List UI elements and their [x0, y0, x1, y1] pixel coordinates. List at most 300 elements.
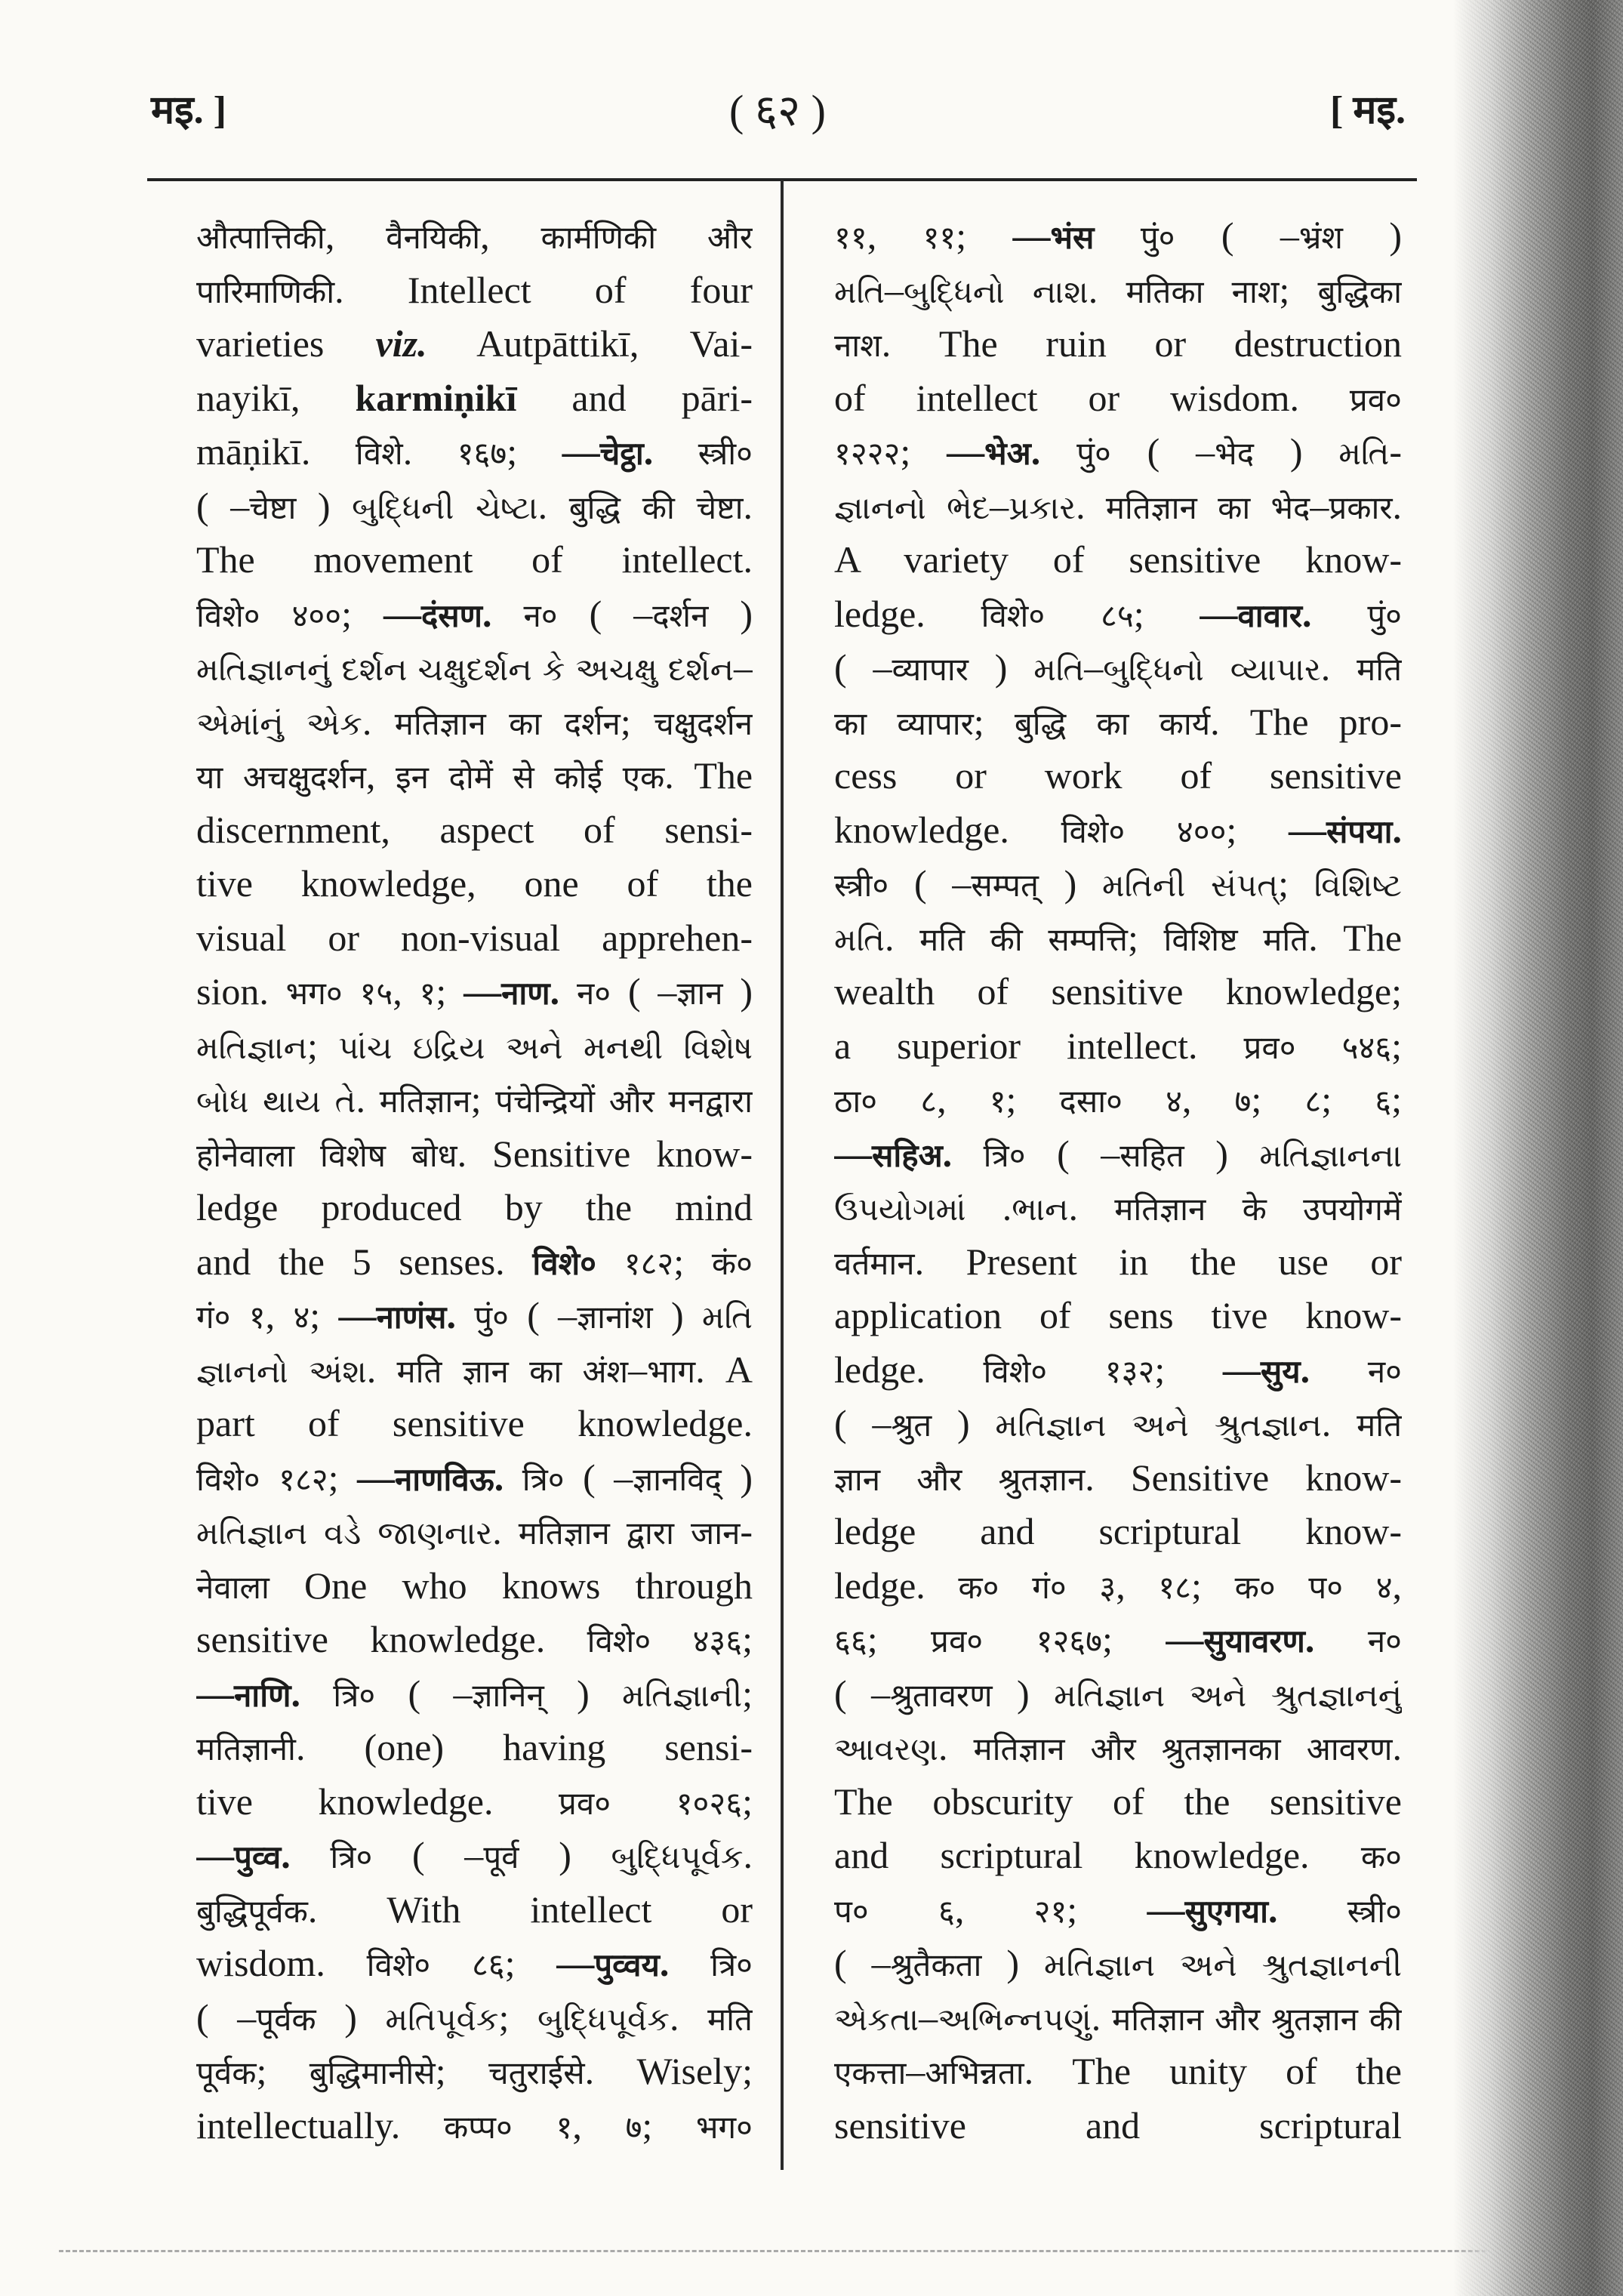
text-segment: sensitive and scriptural: [834, 2103, 1402, 2147]
text-segment: wisdom. विशे० ८६;: [196, 1942, 557, 1984]
indic-run: सुय: [1260, 1354, 1301, 1390]
text-segment: A variety of sensitive know-: [834, 538, 1402, 581]
text-line: [834, 1883, 1402, 1937]
indic-run: पुं०: [474, 1301, 509, 1336]
indic-run: भेद: [1215, 437, 1254, 472]
indic-run: कं०: [711, 1247, 753, 1282]
text-segment: sensitive knowledge. विशे० ४३६;: [196, 1618, 753, 1660]
indic-run: नाणविऊ: [395, 1462, 494, 1498]
text-segment: [1277, 1888, 1402, 1931]
indic-run: औत्पात्तिकी: [196, 221, 325, 256]
indic-run: मतिज्ञान: [1105, 491, 1197, 526]
text-segment: મતિજ્ઞાન; પાંચ ઇદ્રિય અને મનથી વિશેષ: [196, 1024, 753, 1067]
indic-run: त्रि०: [983, 1139, 1026, 1174]
text-line: [834, 1019, 1402, 1074]
indic-run: चतुराईसे: [488, 2057, 585, 2091]
indic-run: कोई: [554, 761, 603, 796]
indic-run: प०: [1308, 1570, 1344, 1606]
indic-run: मति: [707, 2002, 753, 2038]
text-segment: पुं० ( –ज्ञानांश ) મતિ: [474, 1294, 753, 1336]
text-line: [834, 264, 1402, 318]
left-column: [196, 209, 753, 2153]
text-line: [196, 1613, 753, 1667]
text-segment: ledge produced by the mind: [196, 1186, 753, 1228]
text-segment: application of sens tive know-: [834, 1294, 1402, 1336]
indic-run: વડે: [324, 1517, 362, 1552]
indic-run: पूर्व: [483, 1841, 519, 1875]
indic-run: તે: [334, 1085, 356, 1120]
indic-run: १: [248, 1301, 266, 1336]
indic-run: भाग: [647, 1354, 696, 1390]
indic-run: શ્રુતજ્ઞાનની: [1261, 1949, 1402, 1983]
text-line: [834, 911, 1402, 966]
indic-run: पुव्व: [234, 1841, 282, 1875]
text-segment: tive knowledge. प्रव० १०२६;: [196, 1780, 753, 1823]
indic-run: पुं०: [1140, 221, 1175, 256]
indic-run: नाणंस: [376, 1301, 447, 1336]
text-line: [834, 1613, 1402, 1667]
indic-run: १२२२: [834, 437, 901, 472]
indic-run: अंश: [582, 1354, 629, 1390]
text-line: [196, 1937, 753, 1991]
text-segment: [653, 430, 753, 473]
indic-run: न०: [523, 599, 558, 634]
indic-run: का: [509, 707, 542, 742]
indic-run: મતિ: [1033, 653, 1085, 688]
column-divider: [781, 180, 784, 2170]
indic-run: श्रुतैकता: [890, 1949, 982, 1983]
text-line: [834, 587, 1402, 642]
text-segment: न० ( –दर्शन ): [523, 592, 753, 635]
text-line: [196, 1991, 753, 2045]
indic-run: क०: [1360, 1841, 1402, 1875]
text-line: [834, 1937, 1402, 1991]
entry-headword: —सहिअ.: [834, 1132, 953, 1175]
text-line: [834, 209, 1402, 264]
indic-run: कप्प०: [443, 2110, 513, 2146]
text-segment: पुं० ( –भ्रंश ): [1140, 214, 1402, 257]
text-segment: ( –पूर्वक ) મતિપૂર્વક; બુદ્ધિપૂર્વક. मति: [196, 1996, 753, 2039]
text-line: [196, 1181, 753, 1235]
text-segment: આવરણ. मतिज्ञान और श्रुतज्ञानका आवरण.: [834, 1726, 1402, 1768]
indic-run: પ્રકાર: [1009, 491, 1076, 526]
indic-run: બુદ્ધિનો: [904, 275, 1005, 310]
indic-run: भग०: [285, 977, 343, 1012]
text-segment: ११, ११;: [834, 214, 1013, 257]
indic-run: नाण: [501, 977, 550, 1012]
text-line: [196, 1883, 753, 1937]
text-line: [196, 371, 753, 426]
indic-run: આવરણ: [834, 1733, 938, 1767]
indic-run: મતિ: [1338, 437, 1390, 472]
indic-run: १३२: [1104, 1354, 1155, 1390]
entry-headword: —सुएगया.: [1147, 1888, 1278, 1931]
indic-run: મતિ: [702, 1301, 753, 1336]
indic-run: क०: [1234, 1570, 1276, 1606]
text-segment: બોધ થાય તે. मतिज्ञान; पंचेन्द्रियों और मनद्वारा: [196, 1078, 753, 1120]
text-line: [834, 1289, 1402, 1343]
indic-run: થાય: [263, 1085, 321, 1120]
indic-run: दोमें: [448, 761, 493, 796]
indic-run: पारिमाणिकी: [196, 275, 335, 310]
text-line: [196, 1343, 753, 1398]
indic-run: स्त्री०: [698, 437, 753, 472]
indic-run: મતિજ્ઞાન: [196, 1031, 308, 1066]
indic-run: વિશિષ્ટ: [1313, 869, 1402, 904]
indic-run: अचक्षुदर्शन: [242, 761, 366, 796]
text-segment: જ્ઞાનનો ભેદ–પ્રકાર. मतिज्ञान का भेद–प्रकार.: [834, 484, 1402, 527]
indic-run: व्यापार: [897, 707, 974, 742]
indic-run: होनेवाला: [196, 1139, 295, 1174]
indic-run: एक: [622, 761, 665, 796]
indic-run: पूर्वक: [196, 2057, 257, 2091]
indic-run: बुद्धिपूर्वक: [196, 1894, 308, 1930]
text-segment: viz.: [375, 322, 427, 365]
indic-run: न०: [1367, 1354, 1402, 1390]
indic-run: ઉપયોગમાં: [834, 1193, 966, 1228]
text-segment: का व्यापार; बुद्धि का कार्य. The pro-: [834, 700, 1402, 743]
indic-run: एकत्ता: [834, 2057, 907, 2091]
text-segment: न० ( –ज्ञान ): [576, 970, 753, 1012]
indic-run: ८: [920, 1085, 938, 1120]
text-line: [834, 1343, 1402, 1398]
indic-run: पूर्वक: [256, 2002, 316, 2038]
indic-run: सहिअ: [872, 1139, 943, 1174]
indic-run: कार्मणिकी: [540, 221, 657, 256]
indic-run: अभिन्नता: [925, 2057, 1024, 2091]
indic-run: बुद्धिका: [1317, 275, 1402, 310]
entry-headword: —दंसण.: [383, 592, 492, 635]
text-line: [196, 533, 753, 587]
indic-run: स्त्री०: [834, 869, 889, 904]
text-segment: ( –श्रुत ) મતિજ્ઞાન અને શ્રુતજ્ઞાન. मति: [834, 1402, 1402, 1444]
indic-run: અને: [1180, 1949, 1237, 1983]
text-line: [196, 1829, 753, 1883]
indic-run: ज्ञान: [834, 1462, 881, 1498]
text-line: [834, 317, 1402, 371]
text-line: [196, 911, 753, 966]
indic-run: નાશ: [1032, 275, 1089, 310]
text-segment: nayikī,: [196, 376, 356, 419]
entry-headword: —नाणि.: [196, 1672, 300, 1715]
text-line: [196, 1073, 753, 1127]
indic-run: नेवाला: [196, 1570, 269, 1606]
text-segment: મતિ. मति की सम्पत्ति; विशिष्ट मति. The: [834, 916, 1402, 959]
indic-run: और: [1215, 2002, 1261, 2038]
text-segment: The movement of intellect.: [196, 538, 753, 581]
indic-run: ज्ञान: [462, 1354, 509, 1390]
indic-run: पुं०: [1367, 599, 1402, 634]
indic-run: ८६: [471, 1949, 505, 1983]
text-segment: [1314, 1618, 1402, 1660]
indic-run: મતિજ્ઞાન: [1044, 1949, 1156, 1983]
indic-run: મતિજ્ઞાની: [622, 1678, 743, 1714]
indic-run: એમાંનું: [196, 707, 284, 742]
text-line: [196, 1019, 753, 1074]
text-line: [834, 1559, 1402, 1613]
indic-run: विशे०: [1061, 815, 1126, 850]
indic-run: सुयावरण: [1203, 1625, 1305, 1660]
indic-run: મતિજ્ઞાન: [1054, 1678, 1166, 1714]
indic-run: ચેષ્ટા: [475, 491, 538, 526]
indic-run: मतिका: [1126, 275, 1204, 310]
text-line: [196, 1451, 753, 1505]
indic-run: મતિ: [834, 275, 885, 310]
indic-run: प्रकार: [1329, 491, 1393, 526]
entry-headword: —नाण.: [463, 970, 560, 1012]
text-segment: ( –श्रुतैकता ) મતિજ્ઞાન અને શ્રુતજ્ઞાનની: [834, 1942, 1402, 1984]
text-segment: māṇikī. विशे. १६७;: [196, 430, 562, 473]
right-column: [834, 209, 1402, 2153]
indic-run: મનથી: [583, 1031, 664, 1066]
indic-run: भेअ: [984, 437, 1031, 472]
text-line: [196, 587, 753, 642]
indic-run: दंसण: [420, 599, 483, 634]
text-segment: and the 5 senses.: [196, 1240, 533, 1283]
indic-run: ४३६: [692, 1625, 743, 1660]
indic-run: १८२: [279, 1462, 328, 1498]
text-segment: विशे० ४००;: [196, 592, 383, 635]
indic-run: का: [834, 707, 867, 742]
text-segment: ( –श्रुतावरण ) મતિજ્ઞાન અને શ્રુતજ્ઞાનનું: [834, 1672, 1402, 1715]
text-segment: पारिमाणिकी. Intellect of four: [196, 268, 753, 311]
indic-run: અચક્ષુ: [575, 653, 658, 688]
indic-run: મતિની: [1102, 869, 1186, 904]
indic-run: वावार: [1237, 599, 1303, 634]
indic-run: भंस: [1050, 221, 1095, 256]
indic-run: प्रव०: [1243, 1031, 1296, 1066]
indic-run: त्रि०: [330, 1841, 373, 1875]
entry-headword: karmiṇikī: [355, 376, 517, 419]
indic-run: २१: [1033, 1894, 1067, 1930]
indic-run: જ્ઞાનનો: [196, 1354, 288, 1390]
text-segment: part of sensitive knowledge.: [196, 1402, 753, 1444]
indic-run: संपया: [1326, 815, 1393, 850]
text-segment: ( –चेष्टा ) બુદ્ધિની ચેષ્ટા. बुद्धि की चेष्टा.: [196, 484, 753, 527]
indic-run: ७: [625, 2110, 642, 2146]
indic-run: और: [608, 1085, 654, 1120]
indic-run: व्यापार: [892, 653, 969, 688]
indic-run: જ્ઞાનનો: [834, 491, 926, 526]
text-line: [196, 641, 753, 695]
indic-run: ઇદ્રિય: [412, 1031, 485, 1066]
indic-run: ११: [922, 221, 956, 256]
entry-headword: —नाणविऊ.: [357, 1456, 504, 1499]
indic-run: ६६: [834, 1625, 867, 1660]
indic-run: मति: [1357, 653, 1402, 688]
text-line: [834, 1991, 1402, 2045]
indic-run: सहित: [1119, 1139, 1184, 1174]
entry-headword: —वावार.: [1200, 592, 1312, 635]
text-line: [196, 1289, 753, 1343]
text-line: [834, 641, 1402, 695]
indic-run: ५४६: [1341, 1031, 1392, 1066]
text-segment: ledge. विशे० ८५;: [834, 592, 1200, 635]
text-segment: [669, 1942, 753, 1984]
text-segment: वर्तमान. Present in the use or: [834, 1240, 1402, 1283]
indic-run: ४: [1166, 1085, 1182, 1120]
text-line: [834, 1667, 1402, 1721]
text-segment: ledge. विशे० १३२;: [834, 1348, 1223, 1391]
text-segment: स्त्री० ( –सम्पत् ) મતિની સંપત્; વિશિષ્ટ: [834, 862, 1402, 905]
text-segment: १२२२;: [834, 430, 947, 473]
text-segment: [1312, 593, 1402, 635]
indic-run: सुएगया: [1184, 1894, 1268, 1930]
text-line: [196, 1235, 753, 1290]
text-line: [834, 1505, 1402, 1559]
entry-headword: —सुयावरण.: [1166, 1618, 1315, 1660]
indic-run: की: [990, 923, 1023, 958]
text-segment: cess or work of sensitive: [834, 754, 1402, 797]
indic-run: विशे०: [587, 1625, 651, 1660]
indic-run: मनद्वारा: [668, 1085, 753, 1120]
indic-run: મતિજ્ઞાનનું: [196, 653, 331, 688]
indic-run: ज्ञानविद्: [633, 1462, 722, 1498]
indic-run: मतिज्ञान: [394, 707, 486, 742]
indic-run: से: [513, 761, 534, 796]
indic-run: श्रुतज्ञान: [1271, 2002, 1358, 2038]
indic-run: न०: [576, 977, 611, 1012]
indic-run: श्रुतज्ञानका: [1161, 1733, 1281, 1767]
text-segment: tive knowledge, one of the: [196, 862, 753, 905]
text-line: [834, 2099, 1402, 2153]
entry-headword: —पुव्व.: [196, 1834, 291, 1876]
text-segment: intellectually. कप्प० १, ७; भग०: [196, 2103, 753, 2147]
indic-run: दर्शन: [652, 599, 709, 634]
text-line: [196, 1721, 753, 1775]
indic-run: न०: [1367, 1625, 1402, 1660]
text-line: [834, 1775, 1402, 1829]
indic-run: મતિજ્ઞાન: [995, 1409, 1107, 1444]
text-line: [834, 1721, 1402, 1775]
text-line: [196, 425, 753, 479]
text-line: [196, 857, 753, 911]
indic-run: ४: [293, 1301, 310, 1336]
text-line: [196, 2099, 753, 2153]
text-line: [834, 479, 1402, 534]
indic-run: बुद्धि: [1014, 707, 1067, 742]
text-segment: औत्पात्तिकी, वैनयिकी, कार्मणिकी और: [196, 214, 753, 257]
indic-run: विशिष्ट: [1163, 923, 1238, 958]
indic-run: બુદ્ધિનો: [1103, 653, 1204, 688]
text-line: [196, 965, 753, 1019]
indic-run: सम्पत्: [971, 869, 1039, 904]
indic-run: बुद्धि: [568, 491, 621, 526]
indic-run: અને: [505, 1031, 563, 1066]
indic-run: का: [1096, 707, 1129, 742]
text-line: [834, 1127, 1402, 1182]
text-line: [834, 1073, 1402, 1127]
entry-headword: —पुव्वय.: [556, 1942, 670, 1984]
text-line: [834, 695, 1402, 750]
text-line: [196, 1667, 753, 1721]
text-segment: મતિજ્ઞાન વડે જાણનાર. मतिज्ञान द्वारा जान-: [196, 1510, 753, 1552]
text-segment: नाश. The ruin or destruction: [834, 322, 1402, 365]
indic-run: चक्षुदर्शन: [654, 707, 753, 742]
indic-run: दर्शन: [564, 707, 621, 742]
text-line: [196, 749, 753, 803]
indic-run: દર્શન: [341, 653, 408, 688]
indic-run: प्रव०: [1349, 383, 1402, 418]
entry-headword: [532, 1240, 596, 1283]
indic-run: ચક્ષુદર્શન: [417, 653, 532, 688]
header-headword-left: मइ. ]: [151, 89, 226, 132]
indic-run: ८५: [1101, 599, 1134, 634]
text-segment: sion. भग० १५, १;: [196, 970, 464, 1012]
indic-run: श्रुतज्ञान: [998, 1462, 1086, 1498]
indic-run: એકતા: [834, 2002, 919, 2038]
indic-run: બુદ્ધિની: [352, 491, 454, 526]
indic-run: १२६७: [1036, 1625, 1102, 1660]
text-segment: एकत्ता–अभिन्नता. The unity of the: [834, 2050, 1402, 2092]
indic-run: भग०: [695, 2110, 753, 2146]
indic-run: ७: [1234, 1085, 1252, 1120]
text-line: [196, 1505, 753, 1559]
indic-run: १८: [1158, 1570, 1192, 1606]
indic-run: मति: [1263, 923, 1309, 958]
indic-run: ज्ञानांश: [577, 1301, 653, 1336]
text-segment: प० ६, २१;: [834, 1888, 1147, 1931]
text-line: [834, 1181, 1402, 1235]
text-line: [196, 1775, 753, 1829]
indic-run: और: [1090, 1733, 1136, 1767]
entry-headword: —नाणंस.: [338, 1294, 456, 1336]
indic-run: भ्रंश: [1298, 221, 1343, 256]
text-segment: त्रि० ( –ज्ञानिन् ) મતિજ્ઞાની;: [333, 1672, 753, 1715]
text-segment: पूर्वक; बुद्धिमानीसे; चतुराईसे. Wisely;: [196, 2050, 753, 2092]
text-line: [834, 425, 1402, 479]
indic-run: मति: [919, 923, 965, 958]
indic-run: मति: [396, 1354, 442, 1390]
indic-run: गं०: [1032, 1570, 1067, 1606]
text-segment: Autpāttikī, Vai-: [427, 322, 753, 365]
indic-run: विशे०: [983, 1354, 1048, 1390]
indic-run: મતિજ્ઞાનના: [1259, 1139, 1402, 1174]
indic-run: १: [556, 2110, 573, 2146]
indic-run: की: [642, 491, 675, 526]
indic-run: और: [707, 221, 753, 256]
indic-run: प्रव०: [559, 1786, 611, 1822]
text-segment: ठा० ८, १; दसा० ४, ७; ८; ६;: [834, 1078, 1402, 1120]
indic-run: ४००: [1176, 815, 1227, 850]
text-line: [196, 264, 753, 318]
indic-run: सम्पत्ति: [1048, 923, 1128, 958]
indic-run: वैनयिकी: [386, 221, 481, 256]
indic-run: विशे०: [366, 1949, 431, 1983]
entry-headword: —सुय.: [1222, 1348, 1310, 1391]
text-segment: विशे० १८२;: [196, 1456, 357, 1499]
indic-run: મતિજ્ઞાન: [196, 1517, 308, 1552]
indic-run: ભેદ: [947, 491, 990, 526]
indic-run: मति: [1357, 1409, 1402, 1444]
indic-run: विशेष: [319, 1139, 387, 1174]
indic-run: त्रि०: [710, 1949, 753, 1983]
text-line: [196, 317, 753, 371]
indic-run: मतिज्ञान: [973, 1733, 1065, 1767]
scan-edge-shadow: [1453, 0, 1623, 2296]
text-segment: पुं० ( –भेद ) મતિ-: [1076, 430, 1402, 473]
text-segment: જ્ઞાનનો અંશ. मति ज्ञान का अंश–भाग. A: [196, 1348, 753, 1391]
text-line: [196, 803, 753, 858]
indic-run: नाश: [834, 329, 882, 364]
indic-run: चेष्टा: [696, 491, 744, 526]
indic-run: १५: [359, 977, 393, 1012]
indic-run: ४००: [291, 599, 342, 634]
entry-headword: —भंस: [1012, 214, 1095, 257]
indic-run: श्रुत: [891, 1409, 932, 1444]
indic-run: चेष्टा: [249, 491, 297, 526]
text-segment: ( –व्यापार ) મતિ–બુદ્ધિનો વ્યાપાર. मति: [834, 646, 1402, 689]
